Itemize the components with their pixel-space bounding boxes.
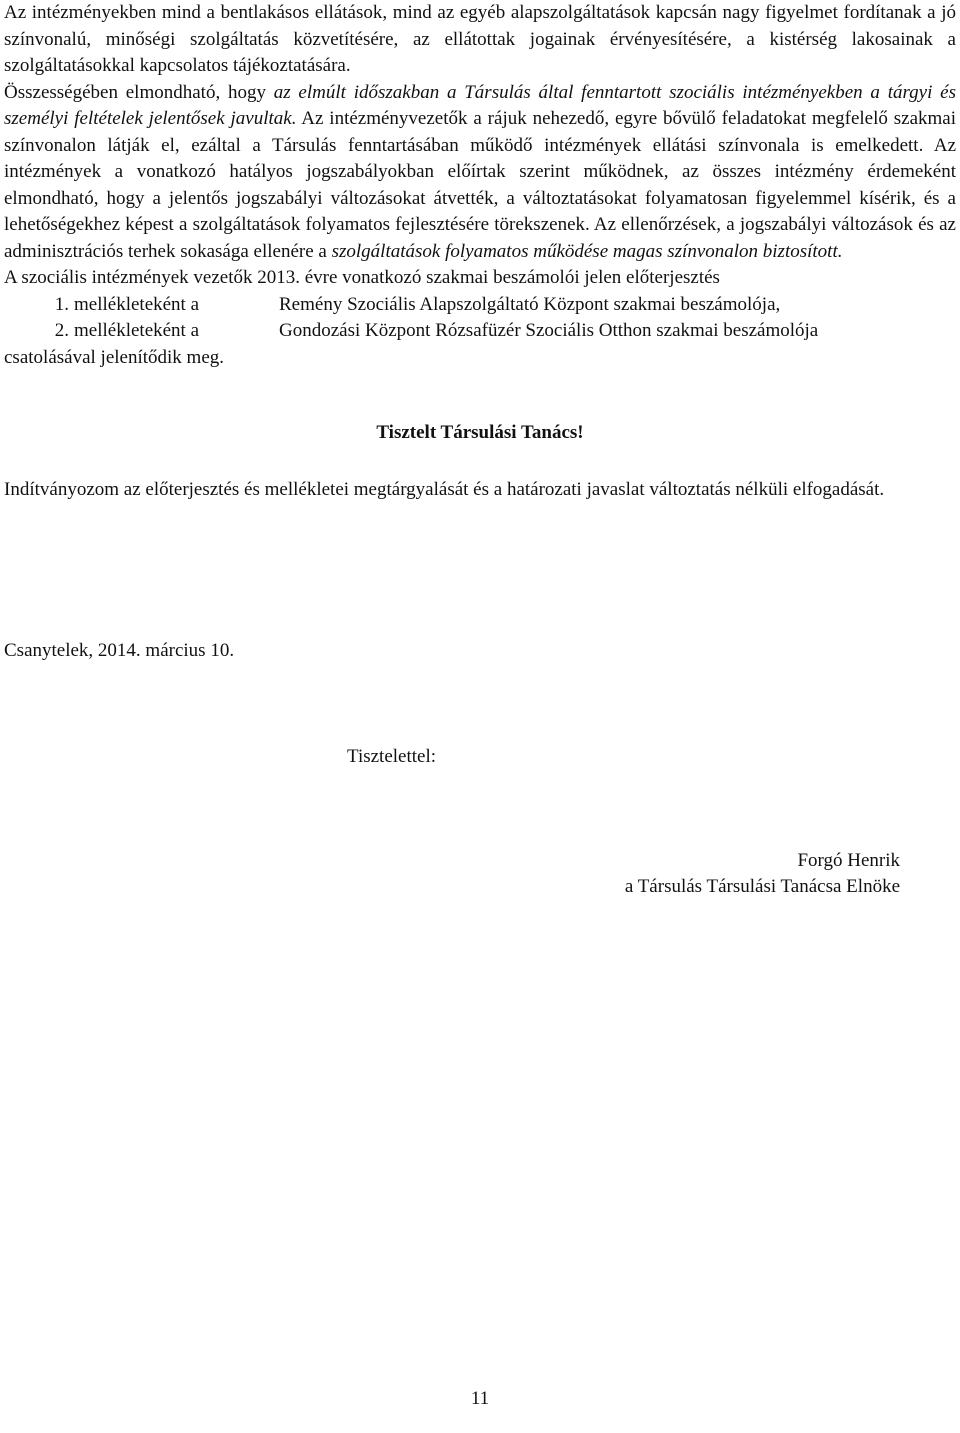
paragraph-intro-text: Az intézményekben mind a bentlakásos ellátások, mind az egyéb alapszolgáltatások kapcsán nagy figyelmet fordítanak a jó színvonalú, minőségi szolgáltatás közvetítésére, az ellátottak jogainak érvényesítésére, a kistérség lakosainak a szolgáltatásokkal kapcsolatos tájékoztatására. bbox=[4, 2, 956, 76]
page-number: 11 bbox=[470, 1388, 490, 1409]
attachment-description: Remény Szociális Alapszolgáltató Központ szakmai beszámolója, bbox=[279, 293, 781, 315]
paragraph-intro bbox=[4, 0, 956, 80]
signatory-name: Forgó Henrik bbox=[797, 850, 900, 871]
closing-line bbox=[4, 345, 956, 372]
attachment-label: mellékleteként a bbox=[74, 293, 200, 315]
document-page bbox=[4, 0, 956, 1433]
salutation-heading: Tisztelt Társulási Tanács! bbox=[376, 422, 584, 443]
paragraph-reports-text: A szociális intézmények vezetők 2013. évre vonatkozó szakmai beszámolói jelen előterjesztés bbox=[4, 267, 720, 288]
paragraph-summary-italic-1: az elmúlt időszakban a Társulás által fenntartott szociális intézményekben a tárgyi és személyi feltételek jelentősek javultak. bbox=[4, 81, 956, 129]
paragraph-reports bbox=[4, 265, 956, 292]
motion-paragraph: Indítványozom az előterjesztés és mellékletei megtárgyalását és a határozati javaslat változtatás nélküli elfogadását. bbox=[4, 479, 885, 500]
attachment-item bbox=[4, 318, 956, 345]
place-date: Csanytelek, 2014. március 10. bbox=[4, 640, 235, 661]
body-text bbox=[4, 0, 956, 371]
signatory-title: a Társulás Társulási Tanácsa Elnöke bbox=[624, 876, 900, 897]
regards-line: Tisztelettel: bbox=[347, 746, 437, 767]
attachment-item bbox=[4, 292, 956, 319]
attachment-description: Gondozási Központ Rózsafüzér Szociális Otthon szakmai beszámolója bbox=[279, 320, 819, 341]
attachment-number: 2. bbox=[54, 320, 69, 341]
closing-line-text: csatolásával jelenítődik meg. bbox=[4, 346, 225, 368]
signature-block bbox=[524, 848, 900, 900]
paragraph-summary-lead: Összességében elmondható, hogy bbox=[4, 81, 274, 103]
paragraph-summary-body: Az intézményvezetők a rájuk nehezedő, egyre bővülő feladatokat megfelelő szakmai színvonalon látják el, ezáltal a Társulás fenntartásában működő intézmények ellátási színvonala is emelkedett. Az intézmények a vonatkozó hatályos jogszabályokban előírtak szerint működnek, az összes intézmény érdemeként elmondható, hogy a jelentős jogszabályi változásokat átvették, a változtatásokat folyamatosan figyelemmel kísérik, és a lehetőségekhez képest a szolgáltatások folyamatos fejlesztésére törekszenek. Az ellenőrzések, a jogszabályi változások és az adminisztrációs terhek sokasága ellenére a bbox=[4, 108, 956, 262]
paragraph-summary bbox=[4, 80, 956, 266]
attachment-number: 1. bbox=[54, 293, 69, 315]
paragraph-summary-italic-2: szolgáltatások folyamatos működése magas színvonalon biztosított. bbox=[331, 240, 843, 262]
attachment-label: mellékleteként a bbox=[74, 320, 200, 341]
